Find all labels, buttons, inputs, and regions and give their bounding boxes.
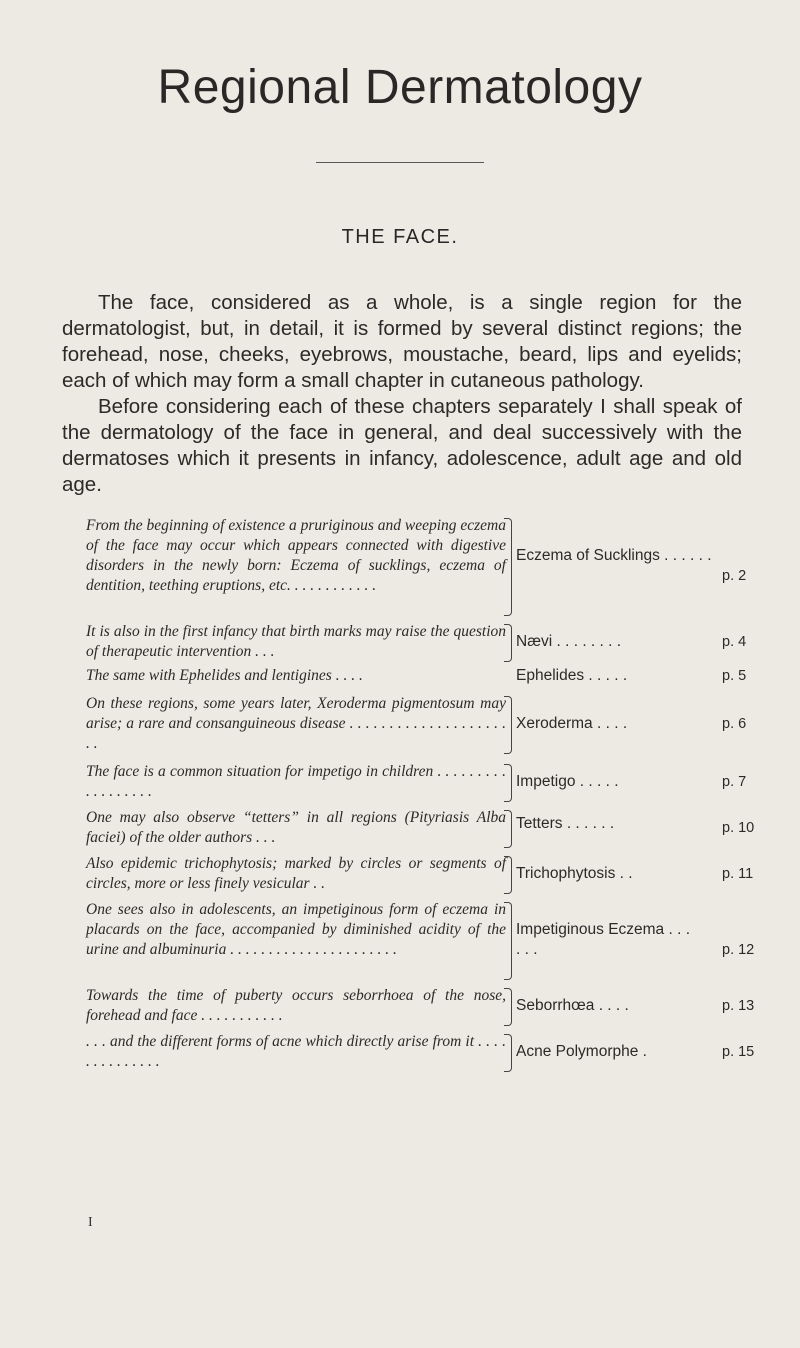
entry-page: p. 4 [722, 634, 747, 650]
entry-description: . . . and the different forms of acne which directly arise from it . . . . . . . . . . . . . . [86, 1033, 506, 1070]
entry-page: p. 6 [722, 716, 747, 732]
entry-page: p. 7 [722, 774, 747, 790]
entry-topic: Eczema of Sucklings . . . . . . [516, 547, 712, 564]
entry-description: It is also in the first infancy that birth marks may raise the question of therapeutic intervention . . . [86, 623, 506, 660]
entry-topic: Impetigo . . . . . [516, 773, 619, 790]
entry-topic: Tetters . . . . . . [516, 815, 615, 832]
entry-brace [504, 1034, 512, 1072]
entry-page: p. 13 [722, 998, 755, 1014]
entry-topic: Trichophytosis . . [516, 865, 633, 882]
entry-description: Towards the time of puberty occurs seborrhoea of the nose, forehead and face . . . . . . . . . . . [86, 987, 506, 1024]
entry-brace [504, 988, 512, 1026]
title-divider [316, 162, 484, 163]
entry-page: p. 10 [722, 820, 755, 836]
entry-description: The face is a common situation for impetigo in children . . . . . . . . . . . . . . . . . . [86, 763, 506, 800]
entry-page: p. 2 [722, 568, 747, 584]
entry-page: p. 15 [722, 1044, 755, 1060]
entry-topic: Acne Polymorphe . [516, 1043, 647, 1060]
entry-topic: Xeroderma . . . . [516, 715, 628, 732]
chapter-title: THE FACE. [341, 226, 459, 248]
intro-text [62, 290, 742, 498]
entry-brace [504, 518, 512, 616]
entry-brace [504, 764, 512, 802]
entry-brace [504, 810, 512, 848]
page-number: I [88, 1215, 93, 1230]
entry-brace [504, 902, 512, 980]
entry-page: p. 11 [722, 866, 754, 882]
entry-topic: Nævi . . . . . . . . [516, 633, 622, 650]
entry-description: Also epidemic trichophytosis; marked by circles or segments of circles, more or less finely vesicular . . [86, 855, 506, 892]
entry-topic: Seborrhœa . . . . [516, 997, 629, 1014]
intro-paragraph-2: Before considering each of these chapters separately I shall speak of the dermatology of the face in general, and deal successively with the dermatoses which it presents in infancy, adolescence, adult age and old age. [62, 395, 742, 496]
book-title: Regional Dermatology [157, 61, 643, 114]
entry-topic: Ephelides . . . . . [516, 667, 628, 684]
entry-brace [504, 856, 512, 894]
entry-page: p. 5 [722, 668, 747, 684]
entry-brace [504, 624, 512, 662]
entry-description: On these regions, some years later, Xeroderma pigmentosum may arise; a rare and consanguineous disease . . . . . . . . . . . . . . . . . . . . . . [86, 695, 506, 752]
entry-description: From the beginning of existence a pruriginous and weeping eczema of the face may occur which appears connected with digestive disorders in the newly born: Eczema of sucklings, eczema of dentition, teething eruptions, etc. . . . . . . . . . . . [86, 517, 506, 594]
intro-paragraph-1: The face, considered as a whole, is a single region for the dermatologist, but, in detail, it is formed by several distinct regions; the forehead, nose, cheeks, eyebrows, moustache, beard, lips and eyelids; each of which may form a small chapter in cutaneous pathology. [62, 291, 742, 392]
entry-description: One may also observe “tetters” in all regions (Pityriasis Alba faciei) of the older authors . . . [86, 809, 506, 846]
entry-brace [504, 696, 512, 754]
entry-description: The same with Ephelides and lentigines . . . . [86, 667, 363, 684]
entry-description: One sees also in adolescents, an impetiginous form of eczema in placards on the face, accompanied by diminished acidity of the urine and albuminuria . . . . . . . . . . . . . . . . . . . . . . [86, 901, 506, 958]
entry-page: p. 12 [722, 942, 755, 958]
entry-topic: Impetiginous Eczema . . . . . . [516, 921, 691, 958]
